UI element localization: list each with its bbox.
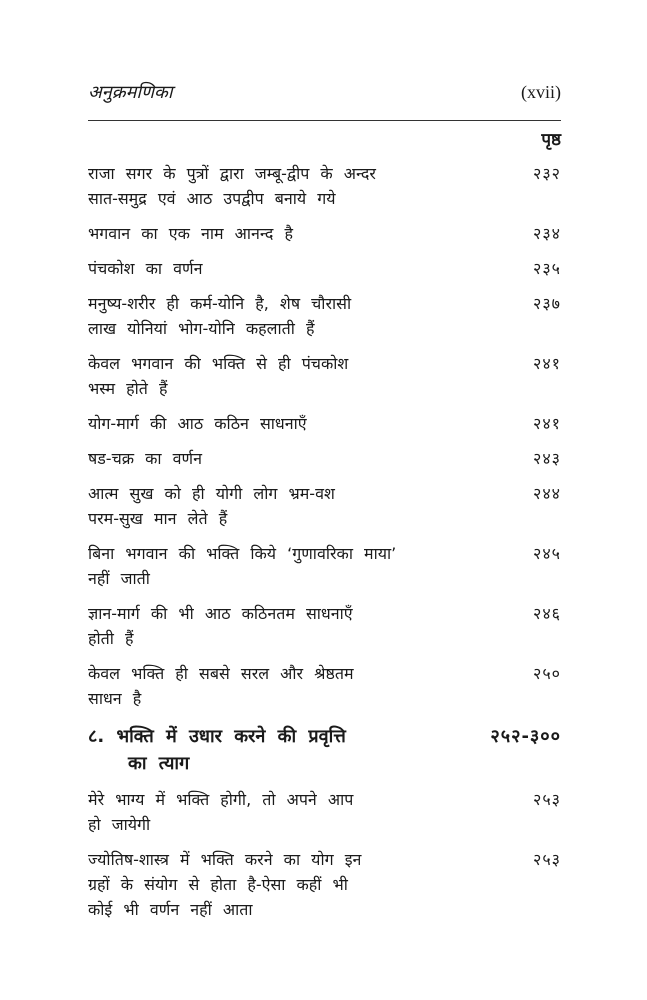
entry-page: २४१ — [533, 354, 561, 373]
toc-entries — [88, 161, 561, 922]
entry-title-cont: साधन है — [88, 689, 142, 708]
toc-entry — [88, 481, 561, 531]
page-column-header: पृष्ठ — [541, 130, 561, 150]
entry-title: मनुष्य-शरीर ही कर्म-योनि है, शेष चौरासी — [88, 294, 352, 313]
entry-title-cont: हो जायेगी — [88, 815, 151, 834]
toc-entry — [88, 446, 561, 471]
entry-page: २४६ — [533, 604, 561, 623]
entry-page: २३४ — [533, 224, 561, 243]
toc-entry — [88, 161, 561, 211]
running-title: अनुक्रमणिका — [88, 82, 173, 103]
entry-page: २४५ — [533, 544, 561, 563]
toc-entry — [88, 221, 561, 246]
entry-title: ज्ञान-मार्ग की भी आठ कठिनतम साधनाएँ — [88, 604, 353, 623]
page-number: (xvii) — [521, 82, 561, 102]
entry-title-cont: परम-सुख मान लेते हैं — [88, 509, 228, 528]
entry-title: राजा सगर के पुत्रों द्वारा जम्बू-द्वीप के अन्दर — [88, 164, 376, 183]
entry-title-cont: लाख योनियां भोग-योनि कहलाती हैं — [88, 319, 315, 338]
entry-page: २५३ — [533, 850, 561, 869]
chapter-number: ८. — [88, 726, 105, 747]
entry-page: २३७ — [533, 294, 561, 313]
toc-entry — [88, 541, 561, 591]
chapter-page-range: २५२-३०० — [490, 726, 561, 747]
chapter-heading — [88, 723, 561, 777]
toc-page — [88, 80, 561, 922]
running-head — [88, 80, 561, 116]
entry-title: बिना भगवान की भक्ति किये ‘गुणावरिका माया’ — [88, 544, 397, 563]
header-rule — [88, 120, 561, 121]
entry-page: २४१ — [533, 414, 561, 433]
entry-title: ज्योतिष-शास्त्र में भक्ति करने का योग इन — [88, 850, 362, 869]
entry-page: २४३ — [533, 449, 561, 468]
toc-entry — [88, 847, 561, 922]
toc-entry — [88, 601, 561, 651]
entry-title-cont: सात-समुद्र एवं आठ उपद्वीप बनाये गये — [88, 189, 336, 208]
toc-entry — [88, 351, 561, 401]
entry-title: केवल भक्ति ही सबसे सरल और श्रेष्ठतम — [88, 664, 354, 683]
entry-page: २३२ — [533, 164, 561, 183]
entry-title: पंचकोश का वर्णन — [88, 259, 203, 278]
entry-page: २५३ — [533, 790, 561, 809]
toc-entry — [88, 661, 561, 711]
entry-page: २५० — [533, 664, 561, 683]
entry-title: योग-मार्ग की आठ कठिन साधनाएँ — [88, 414, 307, 433]
entry-title-cont: नहीं जाती — [88, 569, 150, 588]
toc-entry — [88, 787, 561, 837]
entry-page: २४४ — [533, 484, 561, 503]
entry-page: २३५ — [533, 259, 561, 278]
toc-entry — [88, 291, 561, 341]
entry-title-cont: भस्म होते हैं — [88, 379, 168, 398]
chapter-title: भक्ति में उधार करने की प्रवृत्ति — [116, 726, 346, 747]
entry-title: मेरे भाग्य में भक्ति होगी, तो अपने आप — [88, 790, 354, 809]
entry-title: षड-चक्र का वर्णन — [88, 449, 202, 468]
entry-title-cont: ग्रहों के संयोग से होता है-ऐसा कहीं भी — [88, 875, 348, 894]
entry-title-cont: होती हैं — [88, 629, 134, 648]
toc-entry — [88, 411, 561, 436]
chapter-title-cont: का त्याग — [128, 753, 190, 774]
entry-title-cont: कोई भी वर्णन नहीं आता — [88, 900, 253, 919]
entry-title: भगवान का एक नाम आनन्द है — [88, 224, 293, 243]
toc-entry — [88, 256, 561, 281]
entry-title: केवल भगवान की भक्ति से ही पंचकोश — [88, 354, 349, 373]
entry-title: आत्म सुख को ही योगी लोग भ्रम-वश — [88, 484, 335, 503]
